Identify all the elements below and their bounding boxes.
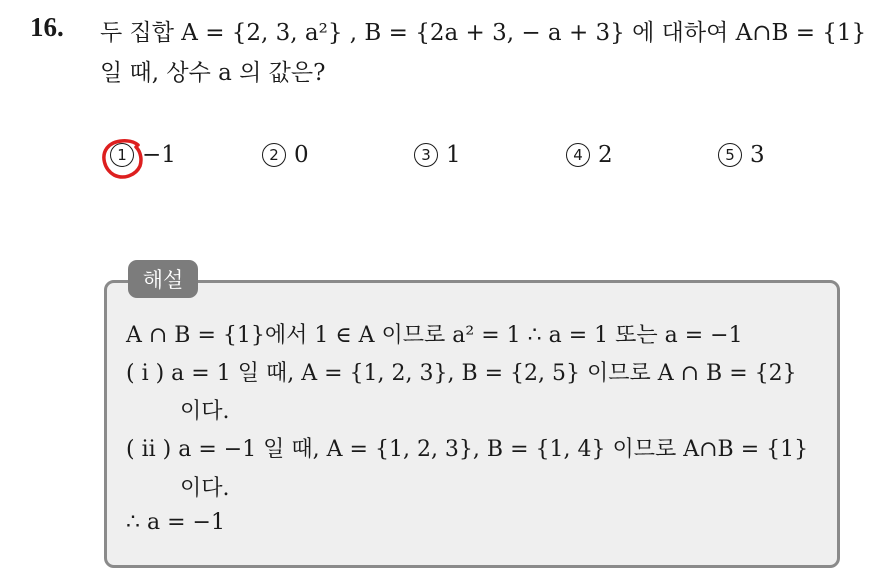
solution-line-5: 이다. [180, 476, 230, 501]
choice-3-value: 1 [446, 142, 461, 168]
question-text-line-1: 두 집합 A = {2, 3, a²} , B = {2a + 3, − a + 3} 에 대하여 A∩B = {1} [100, 20, 867, 46]
solution-line-4: ( ii ) a = −1 일 때, A = {1, 2, 3}, B = {1, 4} 이므로 A∩B = {1} [126, 437, 809, 462]
solution-tag: 해설 [128, 260, 198, 298]
choice-4-value: 2 [598, 142, 613, 168]
question-text-line-2: 일 때, 상수 a 의 값은? [100, 60, 326, 86]
answer-circle-mark [100, 136, 146, 180]
choice-5[interactable] [718, 142, 765, 168]
choice-3-marker: 3 [414, 143, 438, 167]
choice-4[interactable] [566, 142, 613, 168]
choice-4-marker: 4 [566, 143, 590, 167]
choice-1-marker: 1 [110, 143, 134, 167]
solution-line-6: ∴ a = −1 [126, 510, 225, 535]
choice-2-marker: 2 [262, 143, 286, 167]
choice-5-marker: 5 [718, 143, 742, 167]
choice-2[interactable] [262, 142, 309, 168]
solution-line-2: ( i ) a = 1 일 때, A = {1, 2, 3}, B = {2, 5} 이므로 A ∩ B = {2} [126, 361, 797, 386]
choice-5-value: 3 [750, 142, 765, 168]
question-number: 16. [30, 12, 64, 42]
solution-line-1: A ∩ B = {1}에서 1 ∈ A 이므로 a² = 1 ∴ a = 1 또는 a = −1 [126, 323, 743, 348]
solution-line-3: 이다. [180, 399, 230, 424]
choice-3[interactable] [414, 142, 461, 168]
choice-1-value: −1 [142, 142, 176, 168]
choice-2-value: 0 [294, 142, 309, 168]
